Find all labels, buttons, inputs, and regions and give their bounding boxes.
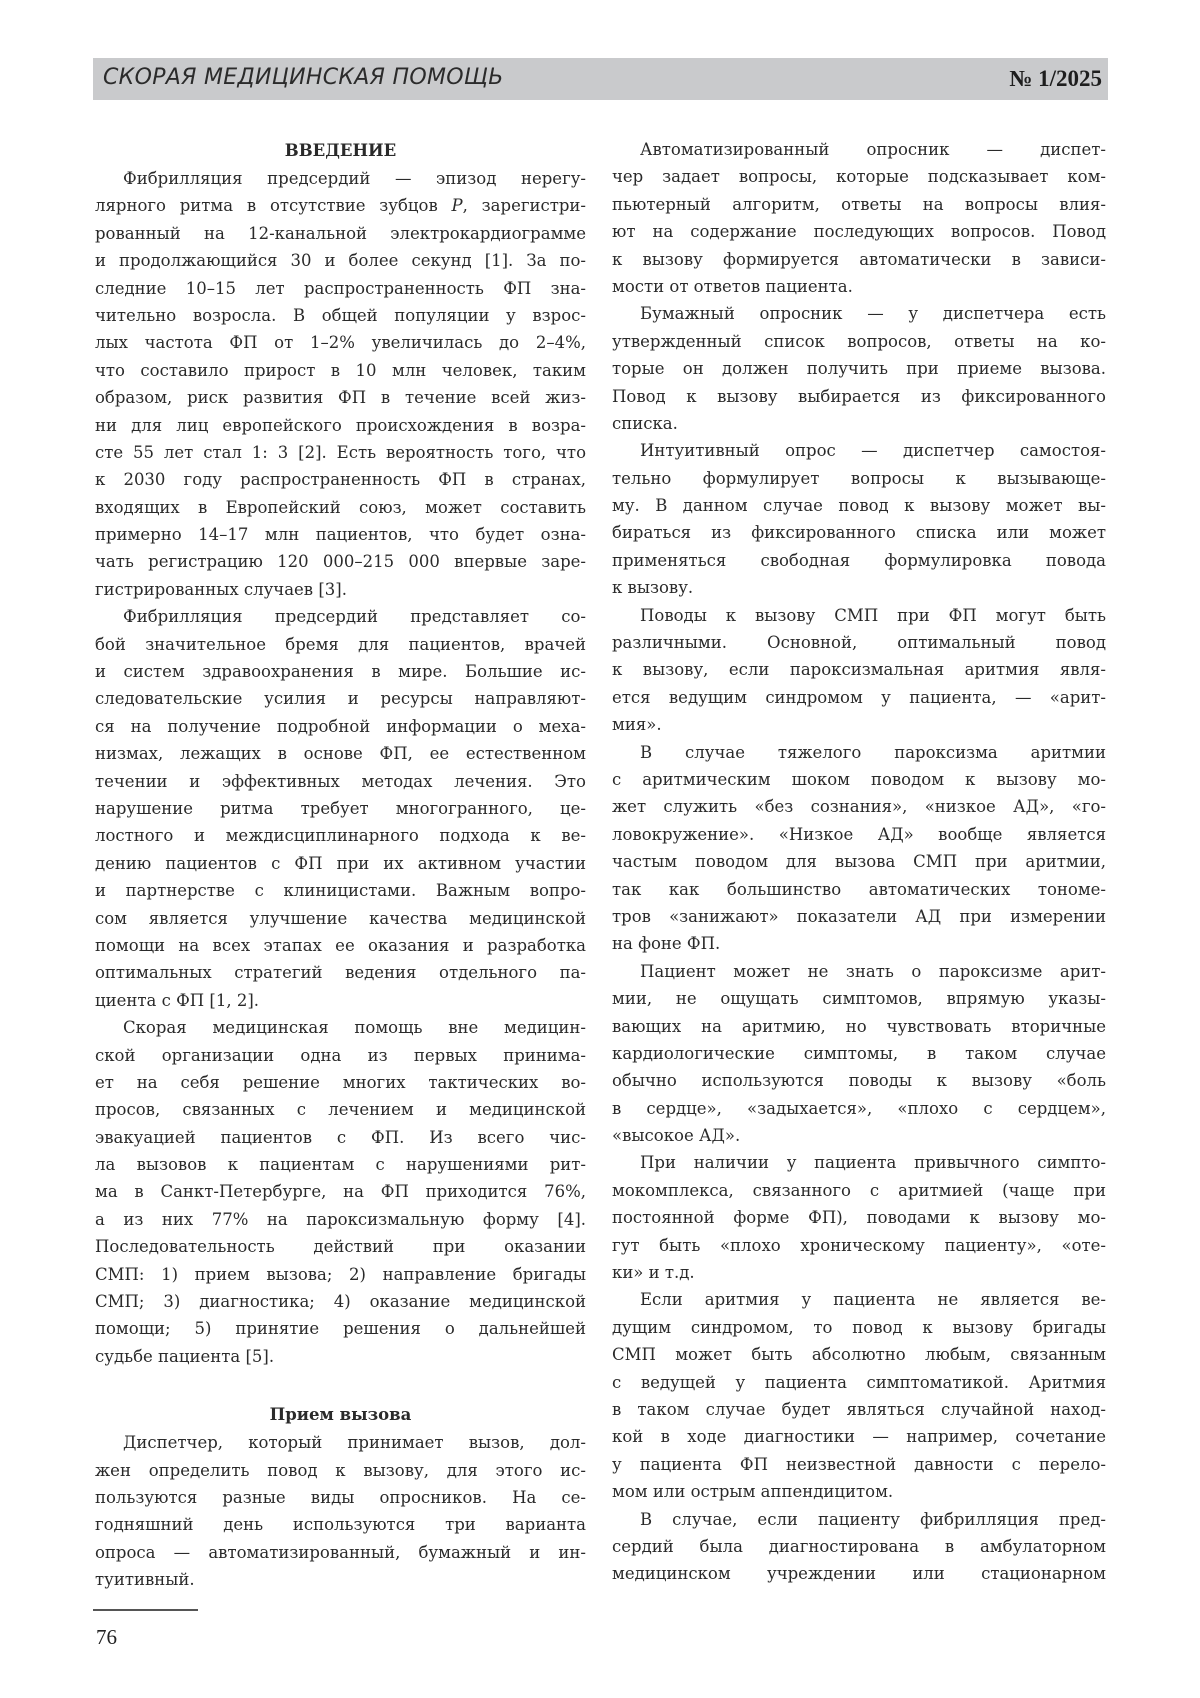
section-heading-introduction: ВВЕДЕНИЕ [95,137,586,165]
text-line: СМП может быть абсолютно любым, связанным [612,1341,1106,1368]
text-line: следние 10–15 лет распространенность ФП зна- [95,275,586,302]
text-line: циента с ФП [1, 2]. [95,987,586,1014]
text-line: чать регистрацию 120 000–215 000 впервые заре- [95,548,586,575]
text-line: му. В данном случае повод к вызову может вы- [612,492,1106,519]
text-line: в сердце», «задыхается», «плохо с сердцем», [612,1095,1106,1122]
text-line: Повод к вызову выбирается из фиксированного [612,383,1106,410]
text-line: В случае тяжелого пароксизма аритмии [612,739,1106,766]
text-line: с аритмическим шоком поводом к вызову мо- [612,766,1106,793]
text-line: ни для лиц европейского происхождения в возра- [95,412,586,439]
text-line: кой в ходе диагностики — например, сочетание [612,1423,1106,1450]
text-line: на фоне ФП. [612,930,1106,957]
text-line: примерно 14–17 млн пациентов, что будет озна- [95,521,586,548]
text-line [95,192,586,219]
text-line: Последовательность действий при оказании [95,1233,586,1260]
text-line: частым поводом для вызова СМП при аритмии, [612,848,1106,875]
text-line: бираться из фиксированного списка или может [612,519,1106,546]
italic-symbol: P [452,196,463,215]
text-fragment: , зарегистри- [463,196,586,215]
text-line: пьютерный алгоритм, ответы на вопросы влия- [612,191,1106,218]
text-line: постоянной форме ФП), поводами к вызову мо- [612,1204,1106,1231]
text-line: ловокружение». «Низкое АД» вообще является [612,821,1106,848]
running-header [93,58,1108,100]
text-line: мокомплекса, связанного с аритмией (чаще при [612,1177,1106,1204]
text-line: мия». [612,711,1106,738]
text-line: годняшний день используются три варианта [95,1511,586,1538]
text-line: тров «занижают» показатели АД при измерении [612,903,1106,930]
paragraph [612,1286,1106,1505]
text-line: Если аритмия у пациента не является ве- [612,1286,1106,1313]
footer-rule [93,1609,198,1611]
text-line: судьбе пациента [5]. [95,1343,586,1370]
text-line: чительно возросла. В общей популяции у взрос- [95,302,586,329]
section-heading-call-reception: Прием вызова [95,1401,586,1429]
left-column [95,137,586,1594]
text-line: «высокое АД». [612,1122,1106,1149]
text-line: ской организации одна из первых принима- [95,1042,586,1069]
text-fragment: лярного ритма в отсутствие зубцов [95,196,452,215]
text-line: и систем здравоохранения в мире. Большие ис- [95,658,586,685]
text-line: чер задает вопросы, которые подсказывает ком- [612,163,1106,190]
text-line: опроса — автоматизированный, бумажный и ин- [95,1539,586,1566]
text-line: туитивный. [95,1566,586,1593]
text-line: ла вызовов к пациентам с нарушениями рит- [95,1151,586,1178]
text-line: списка. [612,410,1106,437]
paragraph [612,958,1106,1150]
text-line: с ведущей у пациента симптоматикой. Аритмия [612,1369,1106,1396]
text-line: ют на содержание последующих вопросов. Повод [612,218,1106,245]
paragraph [612,1506,1106,1588]
text-line: Поводы к вызову СМП при ФП могут быть [612,602,1106,629]
text-line: и партнерстве с клиницистами. Важным вопро- [95,877,586,904]
text-line: обычно используются поводы к вызову «боль [612,1067,1106,1094]
text-line: у пациента ФП неизвестной давности с перело- [612,1451,1106,1478]
text-line: При наличии у пациента привычного симпто- [612,1149,1106,1176]
introduction-body [95,165,586,1370]
paragraph [612,739,1106,958]
paragraph [612,1149,1106,1286]
text-line: дению пациентов с ФП при их активном участии [95,850,586,877]
issue-number: № 1/2025 [1009,66,1102,92]
text-line: и продолжающийся 30 и более секунд [1]. За по- [95,247,586,274]
text-line: оптимальных стратегий ведения отдельного па- [95,959,586,986]
text-line: Фибрилляция предсердий представляет со- [95,603,586,630]
text-line: Интуитивный опрос — диспетчер самостоя- [612,437,1106,464]
journal-title: СКОРАЯ МЕДИЦИНСКАЯ ПОМОЩЬ [103,65,504,90]
text-line: бой значительное бремя для пациентов, врачей [95,631,586,658]
text-line: помощи на всех этапах ее оказания и разработка [95,932,586,959]
text-line: мости от ответов пациента. [612,273,1106,300]
text-line: кардиологические симптомы, в таком случае [612,1040,1106,1067]
text-line: следовательские усилия и ресурсы направляют- [95,685,586,712]
text-line: СМП; 3) диагностика; 4) оказание медицинской [95,1288,586,1315]
text-line: входящих в Европейский союз, может составить [95,494,586,521]
text-line: ся на получение подробной информации о меха- [95,713,586,740]
text-line: В случае, если пациенту фибрилляция пред- [612,1506,1106,1533]
text-line: медицинском учреждении или стационарном [612,1560,1106,1587]
text-line: к 2030 году распространенность ФП в странах, [95,466,586,493]
text-line: Пациент может не знать о пароксизме арит- [612,958,1106,985]
text-line: помощи; 5) принятие решения о дальнейшей [95,1315,586,1342]
paragraph [95,1429,586,1593]
text-line: ется ведущим синдромом у пациента, — «арит- [612,684,1106,711]
paragraph [95,165,586,603]
text-line: лостного и междисциплинарного подхода к ве- [95,822,586,849]
text-line: к вызову, если пароксизмальная аритмия явля- [612,656,1106,683]
text-line: Скорая медицинская помощь вне медицин- [95,1014,586,1041]
call-reception-body [95,1429,586,1593]
paragraph [95,603,586,1014]
page-number: 76 [96,1625,117,1650]
text-line: ки» и т.д. [612,1259,1106,1286]
text-line: так как большинство автоматических тономе- [612,876,1106,903]
text-line: Бумажный опросник — у диспетчера есть [612,300,1106,327]
text-line: течении и эффективных методах лечения. Это [95,768,586,795]
text-line: торые он должен получить при приеме вызова. [612,355,1106,382]
paragraph [612,136,1106,300]
paragraph [95,1014,586,1370]
text-line: Фибрилляция предсердий — эпизод нерегу- [95,165,586,192]
text-line: утвержденный список вопросов, ответы на ко- [612,328,1106,355]
paragraph [612,602,1106,739]
text-line: вающих на аритмию, но чувствовать вторичные [612,1013,1106,1040]
text-line: пользуются разные виды опросников. На се- [95,1484,586,1511]
text-line: мом или острым аппендицитом. [612,1478,1106,1505]
text-line: сердий была диагностирована в амбулаторном [612,1533,1106,1560]
text-line: мии, не ощущать симптомов, впрямую указы- [612,985,1106,1012]
text-line: гут быть «плохо хроническому пациенту», «оте- [612,1232,1106,1259]
text-line: что составило прирост в 10 млн человек, таким [95,357,586,384]
text-line: различными. Основной, оптимальный повод [612,629,1106,656]
text-line: сом является улучшение качества медицинской [95,905,586,932]
text-line: тельно формулирует вопросы к вызывающе- [612,465,1106,492]
text-line: рованный на 12-канальной электрокардиограмме [95,220,586,247]
text-line: низмах, лежащих в основе ФП, ее естественном [95,740,586,767]
text-line: в таком случае будет являться случайной наход- [612,1396,1106,1423]
text-line: ма в Санкт-Петербурге, на ФП приходится 76%, [95,1178,586,1205]
text-line: просов, связанных с лечением и медицинской [95,1096,586,1123]
text-line: Диспетчер, который принимает вызов, дол- [95,1429,586,1456]
text-line: жен определить повод к вызову, для этого ис- [95,1457,586,1484]
text-line: к вызову. [612,574,1106,601]
text-line: применяться свободная формулировка повода [612,547,1106,574]
text-line: Автоматизированный опросник — диспет- [612,136,1106,163]
text-line: дущим синдромом, то повод к вызову бригады [612,1314,1106,1341]
text-line: сте 55 лет стал 1: 3 [2]. Есть вероятность того, что [95,439,586,466]
text-line: эвакуацией пациентов с ФП. Из всего чис- [95,1124,586,1151]
text-line: СМП: 1) прием вызова; 2) направление бригады [95,1261,586,1288]
text-line: а из них 77% на пароксизмальную форму [4]. [95,1206,586,1233]
text-line: ет на себя решение многих тактических во- [95,1069,586,1096]
right-column-body [612,136,1106,1588]
text-line: гистрированных случаев [3]. [95,576,586,603]
right-column [612,136,1106,1588]
text-line: нарушение ритма требует многогранного, це- [95,795,586,822]
paragraph [612,437,1106,601]
text-line: образом, риск развития ФП в течение всей жиз- [95,384,586,411]
text-line: к вызову формируется автоматически в зависи- [612,246,1106,273]
paragraph [612,300,1106,437]
text-line: лых частота ФП от 1–2% увеличилась до 2–4%, [95,329,586,356]
text-line: жет служить «без сознания», «низкое АД», «го- [612,793,1106,820]
